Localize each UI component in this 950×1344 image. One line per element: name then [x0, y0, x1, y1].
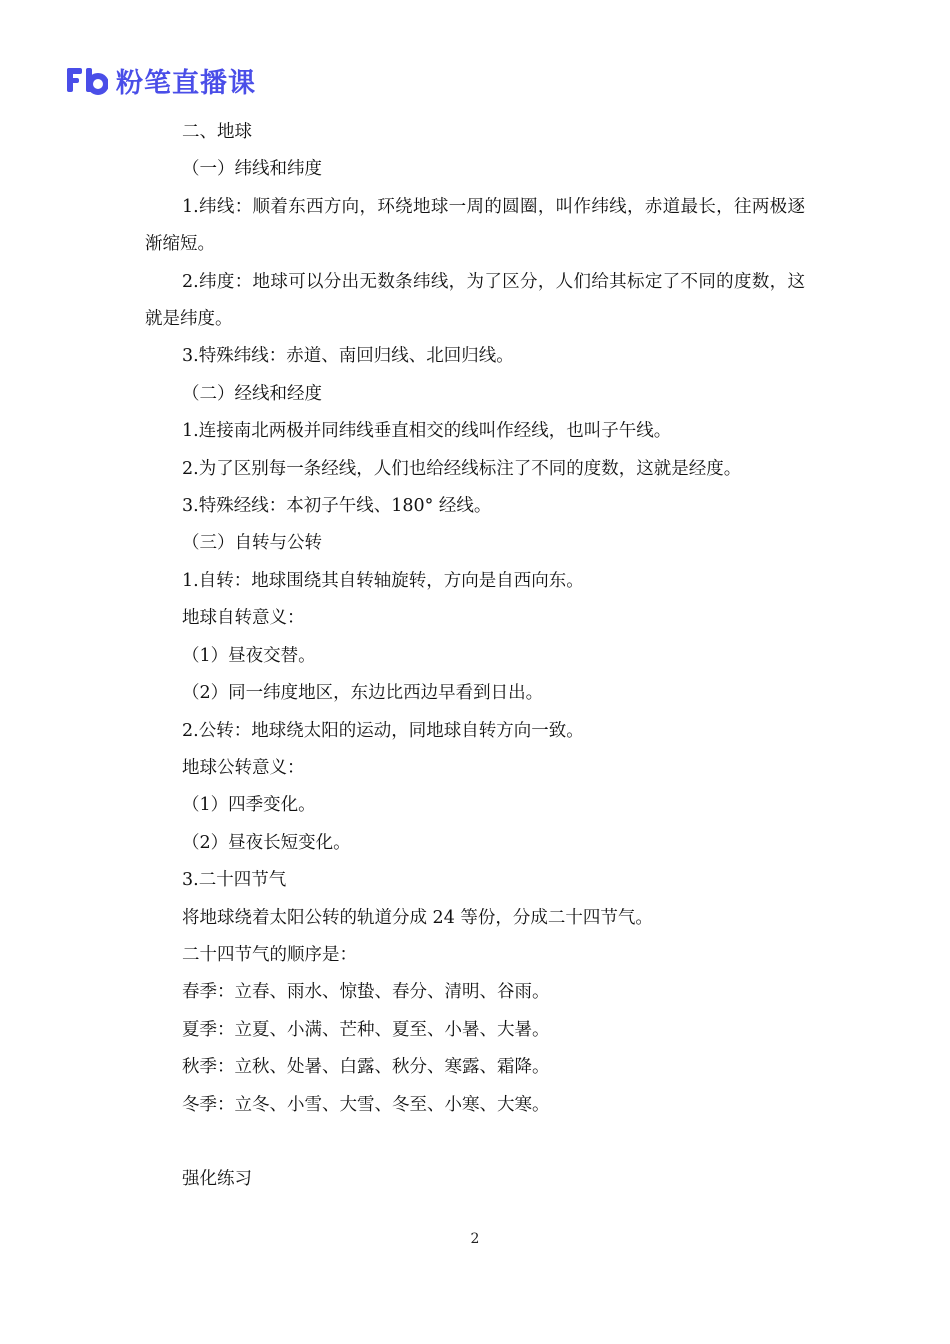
- list-item: 冬季：立冬、小雪、大雪、冬至、小寒、大寒。: [182, 1094, 550, 1115]
- paragraph: 2.纬度：地球可以分出无数条纬线，为了区分，人们给其标定了不同的度数，这就是纬度。: [145, 271, 805, 330]
- paragraph: 2.为了区别每一条经线，人们也给经线标注了不同的度数，这就是经度。: [182, 458, 742, 479]
- paragraph: 3.特殊经线：本初子午线、180° 经线。: [182, 496, 492, 517]
- paragraph: 2.公转：地球绕太阳的运动，同地球自转方向一致。: [182, 720, 584, 741]
- paragraph: 二十四节气的顺序是：: [182, 944, 357, 965]
- list-item: 夏季：立夏、小满、芒种、夏至、小暑、大暑。: [182, 1019, 550, 1040]
- subsection-title: （二）经线和经度: [182, 383, 322, 404]
- logo-text: 粉笔直播课: [116, 67, 256, 99]
- subsection-title: （三）自转与公转: [182, 533, 322, 554]
- paragraph: 3.特殊纬线：赤道、南回归线、北回归线。: [182, 346, 514, 367]
- page-number: 2: [470, 1231, 480, 1247]
- paragraph: 3.二十四节气: [182, 870, 287, 891]
- paragraph: 1.连接南北两极并同纬线垂直相交的线叫作经线，也叫子午线。: [182, 421, 672, 442]
- list-item: （2）同一纬度地区，东边比西边早看到日出。: [182, 683, 544, 704]
- list-item: （2）昼夜长短变化。: [182, 832, 351, 853]
- list-item: （1）四季变化。: [182, 795, 316, 816]
- paragraph: 将地球绕着太阳公转的轨道分成 24 等份，分成二十四节气。: [182, 907, 653, 928]
- brand-logo: [66, 62, 256, 98]
- list-item: 秋季：立秋、处暑、白露、秋分、寒露、霜降。: [182, 1057, 550, 1078]
- subsection-title: （一）纬线和纬度: [182, 159, 322, 180]
- paragraph: 1.纬线：顺着东西方向，环绕地球一周的圆圈，叫作纬线，赤道最长，往两极逐渐缩短。: [145, 196, 805, 255]
- section-heading: 强化练习: [182, 1169, 252, 1190]
- paragraph: 1.自转：地球围绕其自转轴旋转，方向是自西向东。: [182, 570, 584, 591]
- list-item: 春季：立春、雨水、惊蛰、春分、清明、谷雨。: [182, 982, 550, 1003]
- document-body: [145, 114, 805, 1199]
- section-title: 二、地球: [182, 122, 252, 142]
- paragraph: 地球自转意义：: [182, 608, 305, 629]
- fb-logo-icon: [66, 65, 108, 95]
- paragraph: 地球公转意义：: [182, 757, 305, 778]
- list-item: （1）昼夜交替。: [182, 645, 316, 666]
- blank-line: [145, 1124, 805, 1161]
